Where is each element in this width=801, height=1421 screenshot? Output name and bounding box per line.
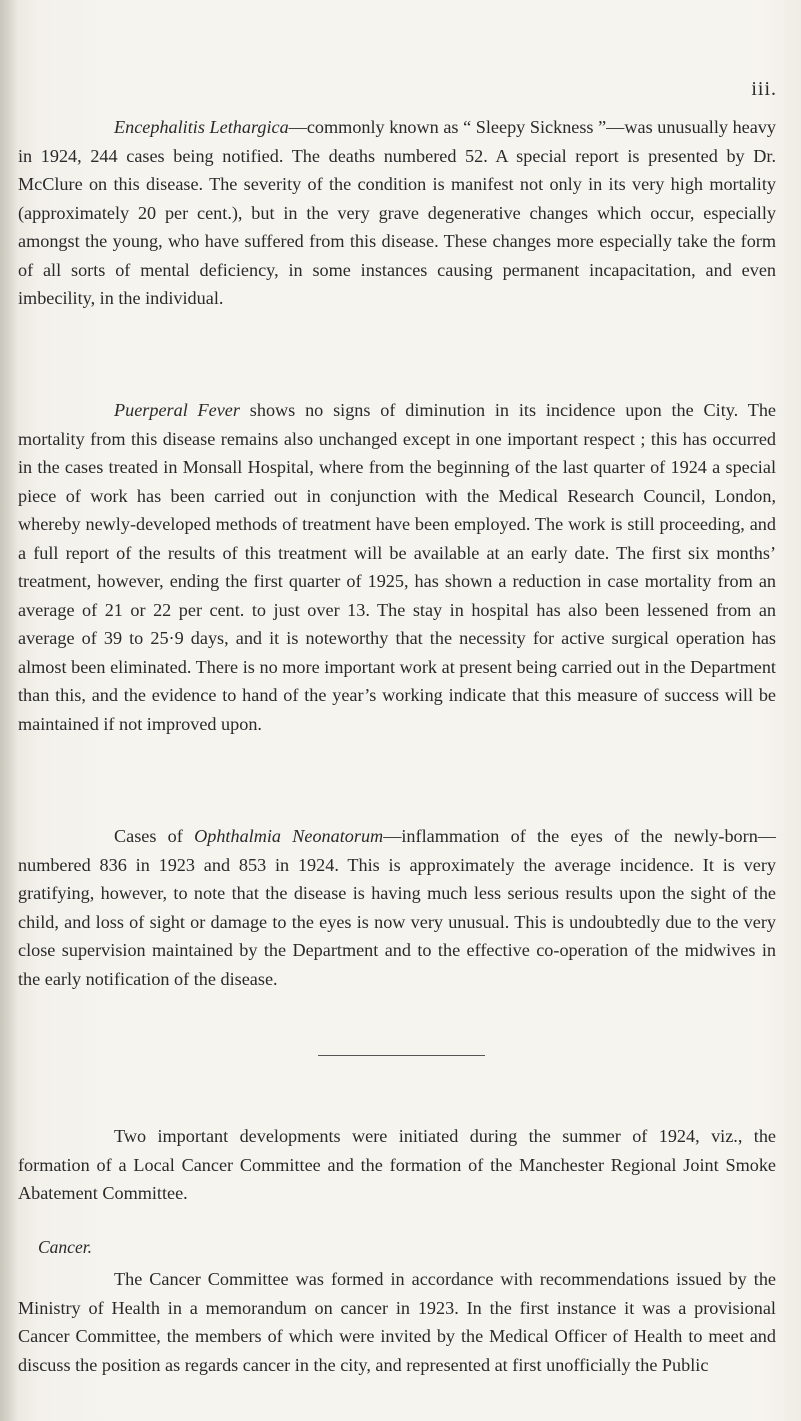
- paragraph-text: —inflammation of the eyes of the newly-born—numbered 836 in 1923 and 853 in 1924. This is approximately the average incidence. It is very gratifying, however, to note that the disease is having much less serious results upon the sight of the child, and loss of sight or damage to the eyes is now very unusual. This is undoubtedly due to the very close supervision maintained by the Department and to the effective co-operation of the midwives in the early notification of the disease.: [18, 826, 776, 989]
- paragraph-text: The Cancer Committee was formed in accordance with recommendations issued by the Ministry of Health in a memorandum on cancer in 1923. In the first instance it was a provisional Cancer Committee, the members of which were invited by the Medical Officer of Health to meet and discuss the position as regards cancer in the city, and represented at first unofficially the Public: [18, 1269, 776, 1375]
- paragraph-ophthalmia: [18, 822, 776, 993]
- paragraph-puerperal-fever: [18, 396, 776, 738]
- paragraph-prefix: Cases of: [114, 826, 195, 846]
- paragraph-text: —commonly known as “ Sleepy Sickness ”—was unusually heavy in 1924, 244 cases being notified. The deaths numbered 52. A special report is presented by Dr. McClure on this disease. The severity of the condition is manifest not only in its very high mortality (approximately 20 per cent.), but in the very grave degenerative changes which occur, especially amongst the young, who have suffered from this disease. These changes more especially take the form of all sorts of mental deficiency, in some instances causing permanent incapacitation, and even imbecility, in the individual.: [18, 117, 776, 308]
- page-binding-shadow: [0, 0, 18, 1421]
- section-heading-cancer: Cancer.: [38, 1237, 92, 1257]
- paragraph-lead: Encephalitis Lethargica: [114, 117, 289, 137]
- paragraph-developments: [18, 1122, 776, 1208]
- section-divider: [318, 1055, 485, 1056]
- paragraph-cancer-committee: [18, 1265, 776, 1379]
- paragraph-lead: Ophthalmia Neonatorum: [194, 826, 384, 846]
- paragraph-encephalitis: [18, 113, 776, 313]
- page-number: iii.: [751, 78, 777, 100]
- paragraph-text: Two important developments were initiated during the summer of 1924, viz., the formation of a Local Cancer Committee and the formation of the Manchester Regional Joint Smoke Abatement Committee.: [18, 1126, 776, 1203]
- paragraph-lead: Puerperal Fever: [114, 400, 240, 420]
- paragraph-text: shows no signs of diminution in its incidence upon the City. The mortality from this disease remains also unchanged except in one important respect ; this has occurred in the cases treated in Monsall Hospital, where from the beginning of the last quarter of 1924 a special piece of work has been carried out in conjunction with the Medical Research Council, London, whereby newly-developed methods of treatment have been employed. The work is still proceeding, and a full report of the results of this treatment will be available at an early date. The first six months’ treatment, however, ending the first quarter of 1925, has shown a reduction in case mortality from an average of 21 or 22 per cent. to just over 13. The stay in hospital has also been lessened from an average of 39 to 25·9 days, and it is noteworthy that the necessity for active surgical operation has almost been eliminated. There is no more important work at present being carried out in the Department than this, and the evidence to hand of the year’s working indicate that this measure of success will be maintained if not improved upon.: [18, 400, 776, 734]
